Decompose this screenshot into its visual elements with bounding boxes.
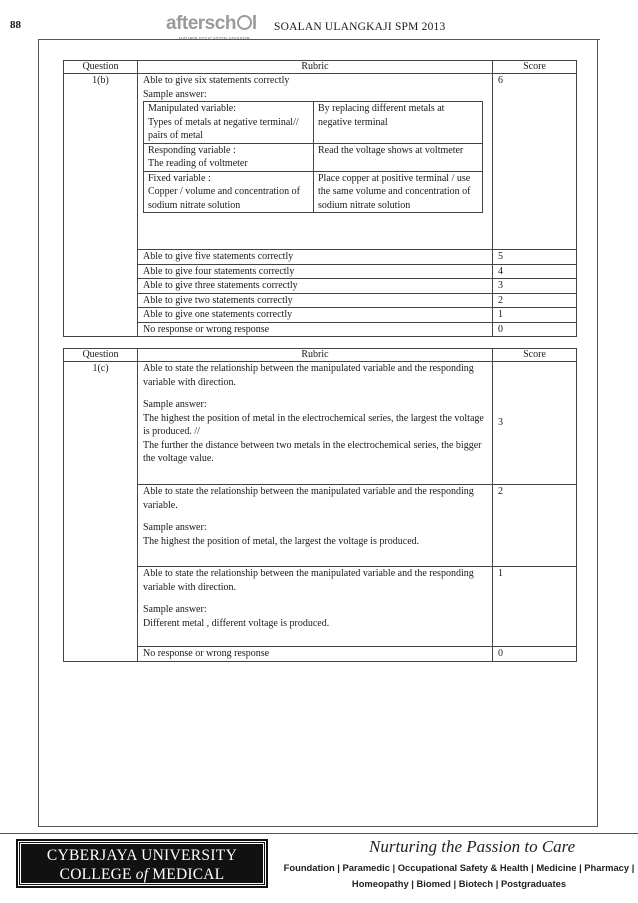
university-name-line2: COLLEGE of MEDICAL SCIENCES: [59, 866, 225, 902]
table-row: [64, 308, 577, 323]
rubric-cell: [138, 74, 493, 250]
university-name-line1: CYBERJAYA UNIVERSITY: [46, 847, 238, 864]
inner-cell-right: Place copper at positive terminal / use the same volume and concentration of sodium nitrate solution: [314, 171, 483, 213]
programs-line-2: Homeopathy | Biomed | Biotech | Postgraduates: [351, 878, 567, 889]
sample-answer-text: The highest the position of metal, the largest the voltage is produced.: [143, 535, 420, 547]
rubric-cell: [138, 567, 493, 647]
score-cell: 3: [493, 279, 577, 294]
inner-cell-left: Fixed variable : Copper / volume and concentration of sodium nitrate solution: [144, 171, 314, 213]
rubric-cell: No response or wrong response: [138, 647, 493, 662]
logo-wordmark: aftersch l: [166, 13, 257, 34]
inner-row: [144, 171, 483, 213]
inner-row: [144, 102, 483, 144]
page-number: 88: [10, 19, 21, 31]
table-row: [64, 322, 577, 337]
inner-cell-left: Responding variable : The reading of voltmeter: [144, 143, 314, 171]
table-row: [64, 293, 577, 308]
programs-line-1: Foundation | Paramedic | Occupational Safety & Health | Medicine | Pharmacy |: [283, 862, 635, 873]
score-cell: 6: [493, 74, 577, 250]
table-row: [64, 567, 577, 647]
sample-answer-label: Sample answer:: [143, 604, 207, 615]
header-rubric: Rubric: [138, 349, 493, 362]
table-row: [64, 279, 577, 294]
rubric-cell: Able to give three statements correctly: [138, 279, 493, 294]
table-row: [64, 362, 577, 485]
score-cell: 2: [493, 293, 577, 308]
criterion-text: Able to state the relationship between the manipulated variable and the responding variable with direction.: [143, 568, 474, 593]
inner-row: [144, 143, 483, 171]
rubric-cell: [138, 485, 493, 567]
criterion-text: Able to state the relationship between the manipulated variable and the responding variable.: [143, 486, 474, 511]
footer-programs: [282, 860, 636, 892]
sample-answer-table: [143, 101, 483, 213]
rubric-cell: Able to give five statements correctly: [138, 250, 493, 265]
rubric-cell: [138, 362, 493, 485]
header-score: Score: [493, 61, 577, 74]
sample-answer-label: Sample answer:: [143, 88, 207, 100]
table-header-row: [64, 61, 577, 74]
inner-cell-right: Read the voltage shows at voltmeter: [314, 143, 483, 171]
table-row: [64, 264, 577, 279]
sample-answer-text: Different metal , different voltage is produced.: [143, 617, 330, 629]
table-header-row: [64, 349, 577, 362]
table-row: [64, 485, 577, 567]
rubric-table-1c: [63, 348, 577, 662]
university-logo: [18, 841, 266, 902]
table-row: [64, 74, 577, 250]
score-cell: 3: [493, 362, 577, 485]
question-number: 1(c): [64, 362, 138, 662]
logo-tagline: HIGHER EDUCATION ADVISOR: [179, 36, 250, 41]
header-rubric: Rubric: [138, 61, 493, 74]
sample-answer-label: Sample answer:: [143, 522, 207, 533]
inner-cell-left: Manipulated variable: Types of metals at negative terminal// pairs of metal: [144, 102, 314, 144]
table-row: [64, 647, 577, 662]
footer-tagline: Nurturing the Passion to Care: [369, 837, 576, 856]
score-cell: 2: [493, 485, 577, 567]
question-number: 1(b): [64, 74, 138, 337]
score-cell: 4: [493, 264, 577, 279]
header-question: Question: [64, 349, 138, 362]
header-score: Score: [493, 349, 577, 362]
rubric-table-1b: [63, 60, 577, 337]
header-title: SOALAN ULANGKAJI SPM 2013: [274, 21, 446, 33]
sample-answer-label: Sample answer:: [143, 399, 207, 410]
rubric-cell: Able to give two statements correctly: [138, 293, 493, 308]
footer-divider: [0, 833, 638, 834]
sample-answer-text: The highest the position of metal in the electrochemical series, the largest the voltage is produced. // The further the distance between two metals in the electrochemical series, the bigger the voltage value.: [143, 412, 484, 464]
header-question: Question: [64, 61, 138, 74]
criterion-text: Able to state the relationship between the manipulated variable and the responding variable with direction.: [143, 363, 474, 388]
rubric-cell: Able to give one statements correctly: [138, 308, 493, 323]
rubric-cell: No response or wrong response: [138, 322, 493, 337]
table-row: [64, 250, 577, 265]
score-cell: 0: [493, 322, 577, 337]
criterion-text: Able to give six statements correctly: [143, 75, 290, 86]
score-cell: 1: [493, 308, 577, 323]
rubric-cell: Able to give four statements correctly: [138, 264, 493, 279]
score-cell: 5: [493, 250, 577, 265]
inner-cell-right: By replacing different metals at negative terminal: [314, 102, 483, 144]
score-cell: 0: [493, 647, 577, 662]
score-cell: 1: [493, 567, 577, 647]
